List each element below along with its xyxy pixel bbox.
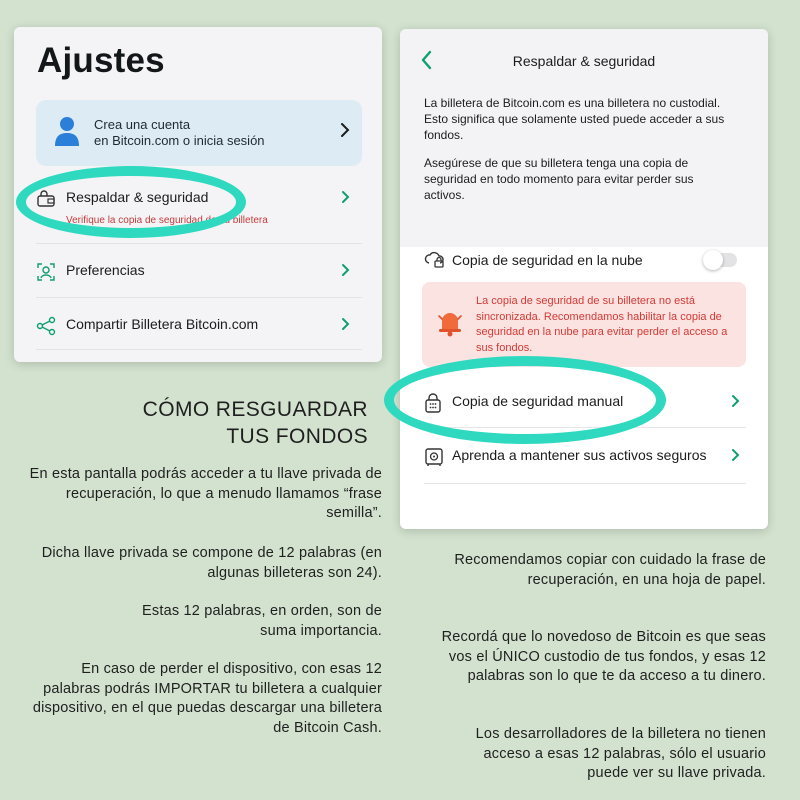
guide-paragraph: Recomendamos copiar con cuidado la frase de recuperación, en una hoja de papel. <box>454 552 766 588</box>
guide-paragraph: Los desarrolladores de la billetera no tienen acceso a esas 12 palabras, sólo el usuario puede ver su llave privada. <box>475 726 766 781</box>
security-screen <box>400 29 768 529</box>
account-line1: Crea una cuenta <box>94 117 191 132</box>
cloud-lock-icon <box>424 249 446 274</box>
alert-text: La copia de seguridad de su billetera no está sincronizada. Recomendamos habilitar la copia de seguridad en la nube para evitar perder el acceso a sus fondos. <box>476 295 728 354</box>
sync-alert <box>422 282 746 367</box>
divider <box>36 297 362 298</box>
safe-icon <box>424 447 444 472</box>
account-line2: en Bitcoin.com o inicia sesión <box>94 133 265 148</box>
bell-alert-icon <box>436 308 464 343</box>
page-title: Respaldar & seguridad <box>512 53 656 69</box>
guide-paragraph: En caso de perder el dispositivo, con esas 12 palabras podrás IMPORTAR tu billetera a cualquier dispositivo, en el que puedas descargar una billetera de Bitcoin Cash. <box>32 661 382 736</box>
page-title: Ajustes <box>37 41 165 80</box>
guide-heading <box>143 396 368 450</box>
divider <box>424 483 746 484</box>
chevron-right-icon <box>341 317 350 336</box>
cloud-backup-label: Copia de seguridad en la nube <box>452 252 643 268</box>
guide-heading-line1: CÓMO RESGUARDAR <box>142 398 368 421</box>
settings-screen <box>14 27 382 362</box>
cloud-backup-toggle[interactable] <box>705 253 737 267</box>
learn-security-label: Aprenda a mantener sus activos seguros <box>452 447 707 463</box>
chevron-right-icon <box>340 122 350 143</box>
backup-warning-text: Verifique la copia de seguridad de su billetera <box>66 215 268 226</box>
intro-paragraph: La billetera de Bitcoin.com es una billetera no custodial. Esto significa que solamente usted puede acceder a sus fondos. <box>424 96 725 142</box>
chevron-right-icon <box>341 190 350 209</box>
settings-item-label: Respaldar & seguridad <box>66 189 209 205</box>
divider <box>424 427 746 428</box>
guide-heading-line2: TUS FONDOS <box>226 425 368 448</box>
account-text <box>94 117 265 149</box>
chevron-right-icon <box>341 263 350 282</box>
settings-item-share[interactable] <box>36 316 362 336</box>
manual-backup-label: Copia de seguridad manual <box>452 393 624 409</box>
account-signin-button[interactable] <box>36 100 362 166</box>
user-scan-icon <box>36 262 56 287</box>
divider <box>36 243 362 244</box>
settings-item-backup[interactable] <box>36 189 362 209</box>
settings-item-label: Preferencias <box>66 262 145 278</box>
guide-paragraph: Dicha llave privada se compone de 12 palabras (en algunas billeteras son 24). <box>41 545 382 581</box>
intro-paragraph: Asegúrese de que su billetera tenga una copia de seguridad en todo momento para evitar perder sus activos. <box>424 156 694 202</box>
settings-item-preferences[interactable] <box>36 262 362 282</box>
guide-paragraph: Estas 12 palabras, en orden, son de suma importancia. <box>142 603 382 639</box>
wallet-lock-icon <box>36 189 56 214</box>
toggle-knob <box>703 250 723 270</box>
guide-paragraph: Recordá que lo novedoso de Bitcoin es que seas vos el ÚNICO custodio de tus fondos, y esas 12 palabras son lo que te da acceso a tu dinero. <box>441 629 766 684</box>
guide-paragraph: En esta pantalla podrás acceder a tu llave privada de recuperación, lo que a menudo llamamos “frase semilla”. <box>29 466 382 521</box>
lock-keypad-icon <box>424 393 442 418</box>
share-icon <box>36 316 56 341</box>
divider <box>36 349 362 350</box>
security-header <box>400 29 768 247</box>
chevron-right-icon <box>731 448 740 467</box>
settings-item-label: Compartir Billetera Bitcoin.com <box>66 316 259 332</box>
learn-security-item[interactable] <box>424 447 744 467</box>
manual-backup-item[interactable] <box>424 393 744 413</box>
user-avatar-icon <box>54 116 80 153</box>
chevron-right-icon <box>731 394 740 413</box>
